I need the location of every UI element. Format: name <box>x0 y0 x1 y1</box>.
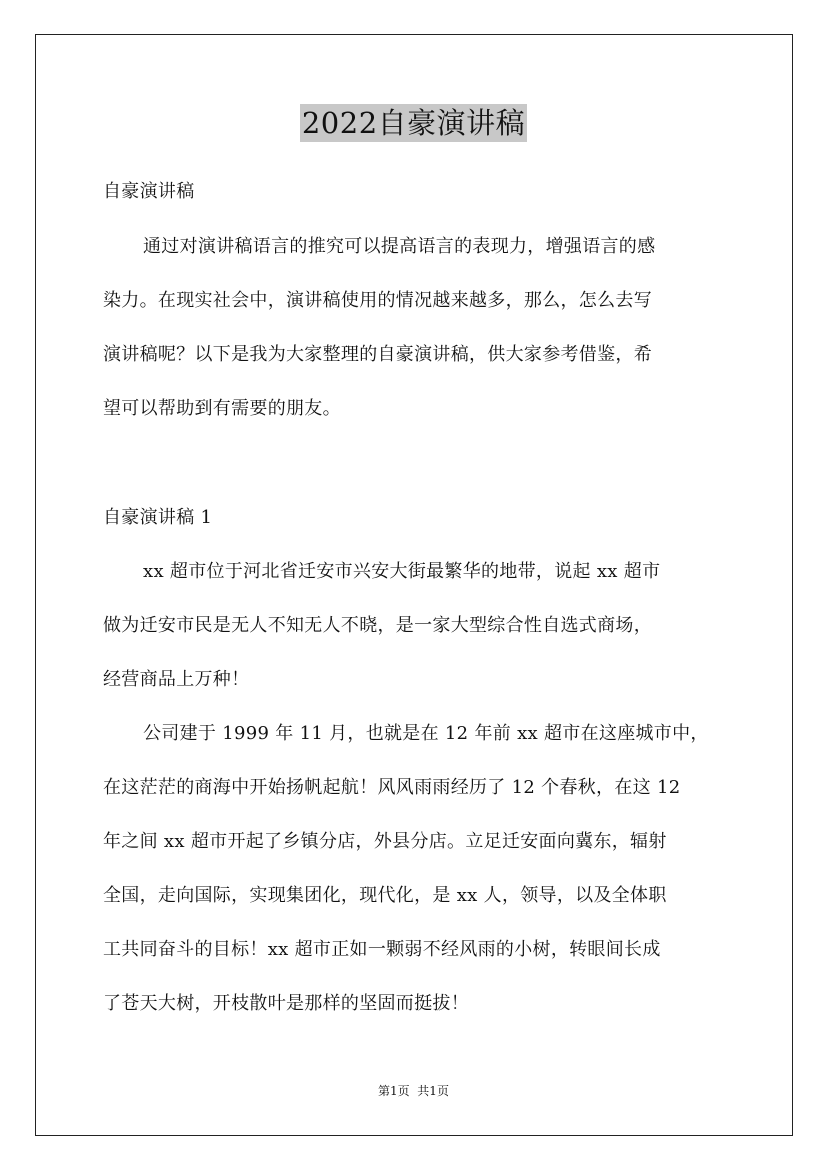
section-heading: 自豪演讲稿 <box>103 181 195 202</box>
paragraph-line: 演讲稿呢？以下是我为大家整理的自豪演讲稿，供大家参考借鉴，希 <box>103 344 652 365</box>
document-title: 2022自豪演讲稿 <box>301 106 526 140</box>
paragraph-line: 通过对演讲稿语言的推究可以提高语言的表现力，增强语言的感 <box>143 236 656 257</box>
paragraph-line: 了苍天大树，开枝散叶是那样的坚固而挺拔！ <box>103 993 469 1014</box>
paragraph-line: 全国，走向国际，实现集团化，现代化，是 xx 人，领导，以及全体职 <box>103 885 667 906</box>
paragraph-line: 做为迁安市民是无人不知无人不晓，是一家大型综合性自选式商场， <box>103 615 652 636</box>
paragraph-line: 染力。在现实社会中，演讲稿使用的情况越来越多，那么，怎么去写 <box>103 290 652 311</box>
paragraph-line: xx 超市位于河北省迁安市兴安大街最繁华的地带，说起 xx 超市 <box>143 561 661 582</box>
paragraph-line: 望可以帮助到有需要的朋友。 <box>103 398 341 419</box>
paragraph-line: 经营商品上万种！ <box>103 669 250 690</box>
paragraph-line: 公司建于 1999 年 11 月，也就是在 12 年前 xx 超市在这座城市中， <box>143 723 709 744</box>
paragraph-line: 在这茫茫的商海中开始扬帆起航！风风雨雨经历了 12 个春秋，在这 12 <box>103 777 681 798</box>
section-heading: 自豪演讲稿 1 <box>103 507 213 528</box>
page-footer: 第1页 共1页 <box>378 1084 449 1098</box>
paragraph-line: 年之间 xx 超市开起了乡镇分店，外县分店。立足迁安面向冀东，辐射 <box>103 831 667 852</box>
title-container <box>0 104 827 142</box>
paragraph-line: 工共同奋斗的目标！xx 超市正如一颗弱不经风雨的小树，转眼间长成 <box>103 939 661 960</box>
